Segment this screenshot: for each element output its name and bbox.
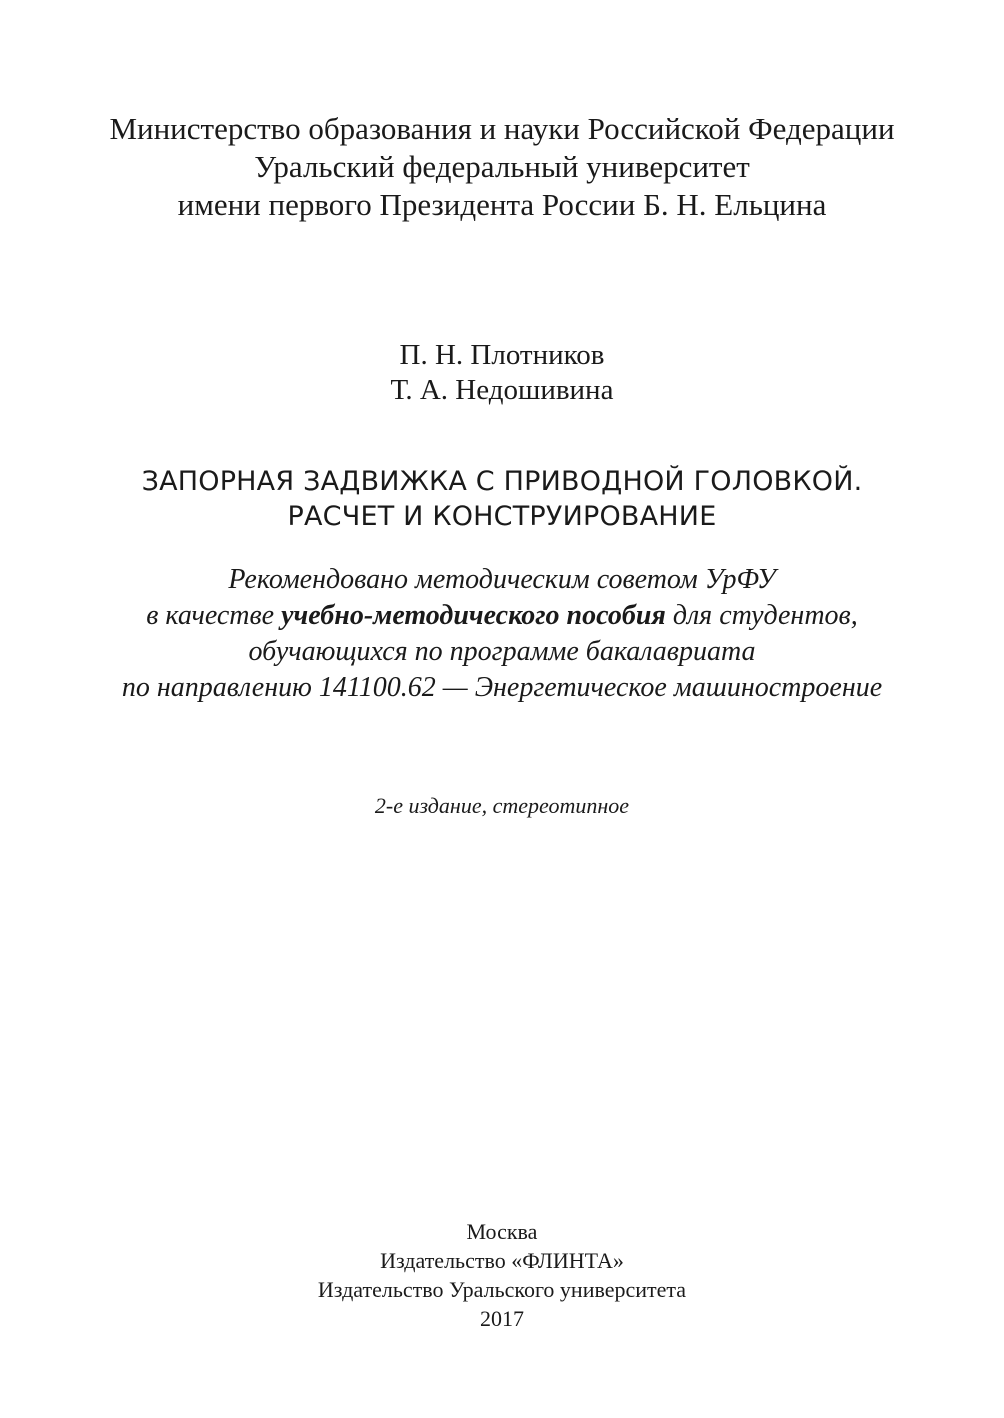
recommendation-text: для студентов, <box>665 600 858 631</box>
recommendation-line: Рекомендовано методическим советом УрФУ <box>228 564 776 595</box>
university-name: Уральский федеральный университет <box>254 149 750 184</box>
imprint-publisher: Издательство «ФЛИНТА» <box>380 1248 624 1273</box>
ministry-name: Министерство образования и науки Российской Федерации <box>109 111 895 146</box>
imprint-city: Москва <box>466 1219 538 1244</box>
recommendation-line <box>0 598 1004 634</box>
imprint <box>0 1217 1004 1333</box>
book-title <box>0 464 1004 534</box>
recommendation-line: по направлению 141100.62 — Энергетическое машиностроение <box>121 672 883 703</box>
author-name: Т. А. Недошивина <box>390 374 614 406</box>
edition-text: 2-е издание, стереотипное <box>374 793 630 818</box>
recommendation-emphasis: учебно-методического пособия <box>281 600 666 631</box>
book-title-line: ЗАПОРНАЯ ЗАДВИЖКА С ПРИВОДНОЙ ГОЛОВКОЙ. <box>141 466 863 497</box>
edition-note <box>0 792 1004 820</box>
author-name: П. Н. Плотников <box>399 339 605 371</box>
authors <box>0 338 1004 408</box>
imprint-year: 2017 <box>480 1306 524 1331</box>
recommendation-text: в качестве <box>146 600 282 631</box>
university-dedication: имени первого Президента России Б. Н. Ельцина <box>177 187 827 222</box>
imprint-publisher: Издательство Уральского университета <box>317 1277 687 1302</box>
book-title-line: РАСЧЕТ И КОНСТРУИРОВАНИЕ <box>287 501 717 532</box>
institution-header <box>0 110 1004 224</box>
recommendation-line: обучающихся по программе бакалавриата <box>248 636 756 667</box>
recommendation-statement <box>0 562 1004 706</box>
